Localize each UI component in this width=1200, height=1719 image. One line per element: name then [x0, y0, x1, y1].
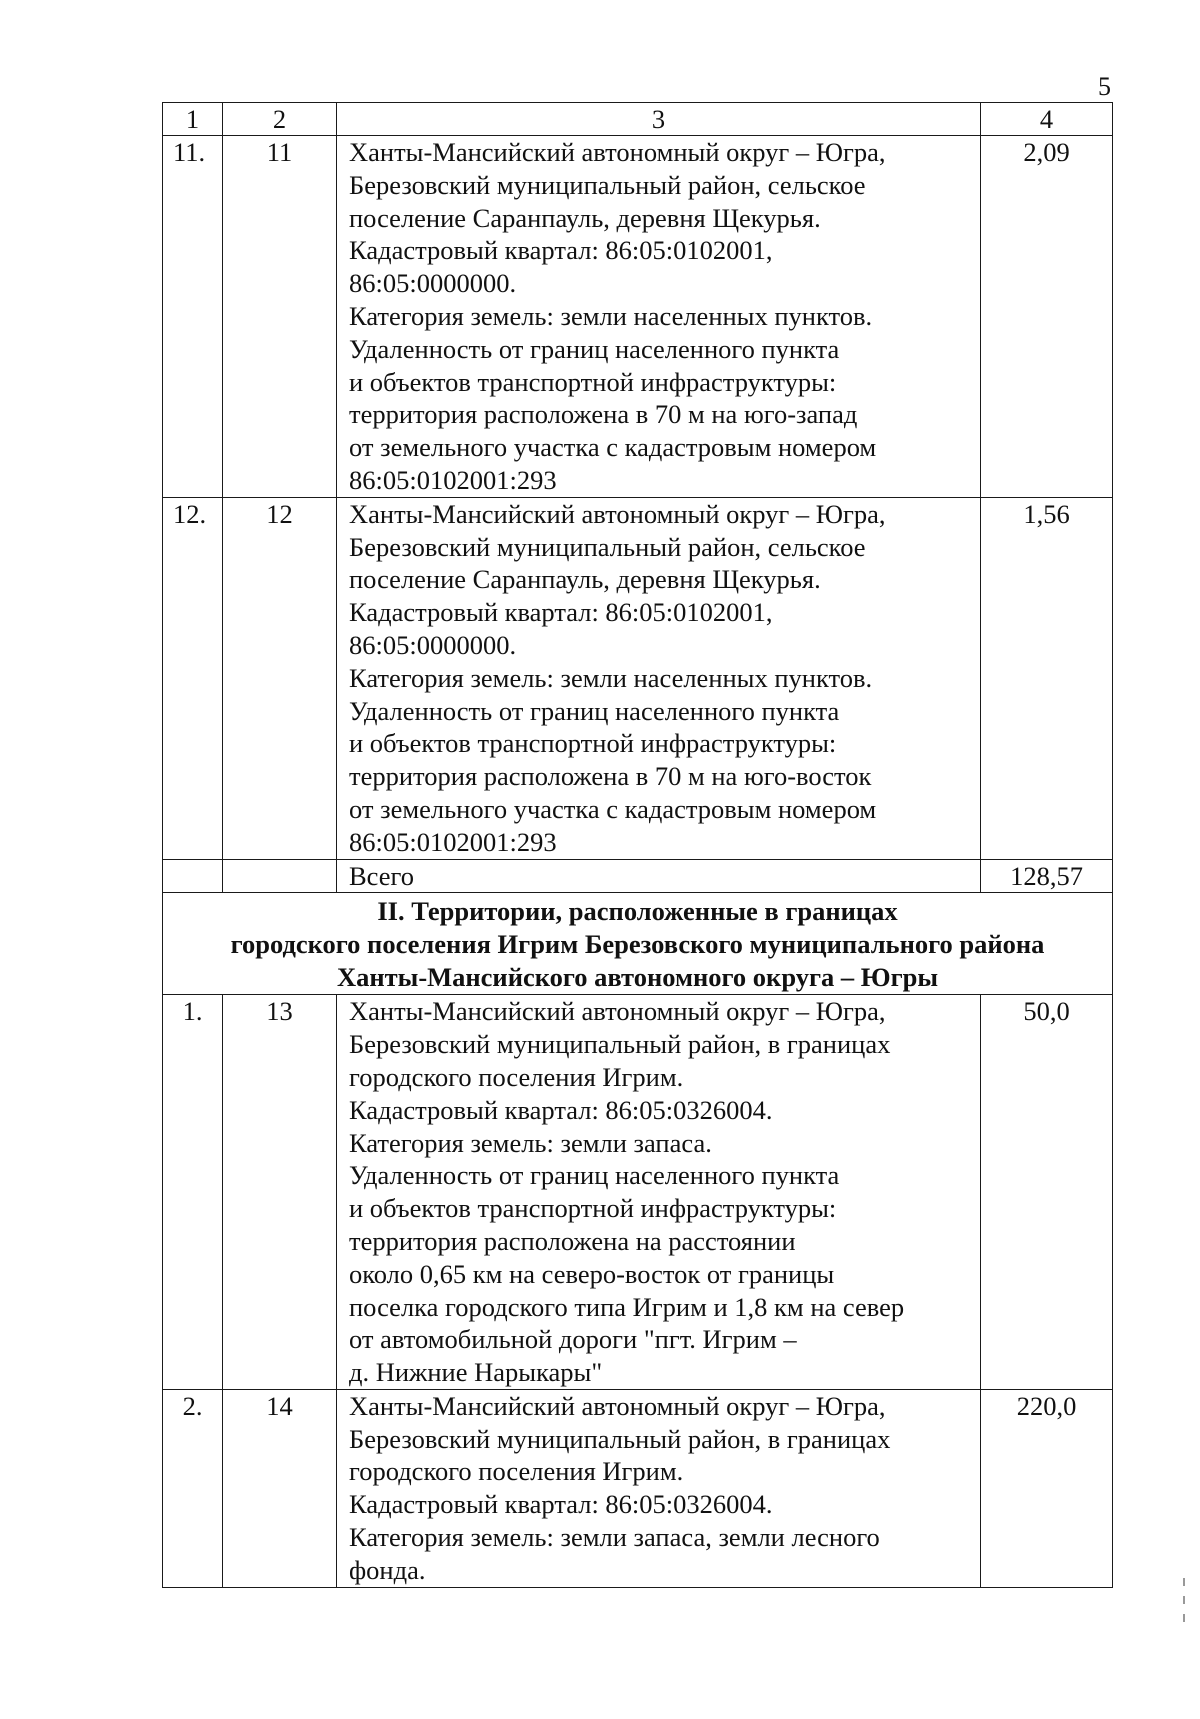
description-line: Ханты-Мансийский автономный округ – Югра, [349, 1390, 886, 1421]
land-plots-table [162, 102, 1113, 1588]
section-heading [163, 893, 1113, 995]
description-line: от автомобильной дороги "пгт. Игрим – [349, 1324, 797, 1355]
margin-marks [1183, 1578, 1185, 1634]
description-line: Удаленность от границ населенного пункта [349, 333, 840, 364]
row-number: 11. [163, 136, 223, 498]
description-line: Ханты-Мансийский автономный округ – Югра, [349, 996, 886, 1027]
row-id: 11 [223, 136, 337, 498]
page-number: 5 [1098, 72, 1111, 101]
description-line: Кадастровый квартал: 86:05:0326004. [349, 1094, 773, 1125]
description-line: 86:05:0102001:293 [349, 826, 557, 857]
header-cell-2: 2 [223, 103, 337, 136]
description-line: территория расположена в 70 м на юго-восток [349, 761, 872, 792]
total-row [163, 859, 1113, 893]
row-area: 220,0 [981, 1389, 1113, 1587]
description-line: 86:05:0000000. [349, 629, 517, 660]
description-line: Категория земель: земли запаса, земли лесного [349, 1522, 880, 1553]
row-id: 13 [223, 995, 337, 1390]
description-line: 86:05:0000000. [349, 268, 517, 299]
description-line: Ханты-Мансийский автономный округ – Югра, [349, 137, 886, 167]
description-line: и объектов транспортной инфраструктуры: [349, 1193, 837, 1224]
margin-mark [1183, 1578, 1185, 1586]
description-line: от земельного участка с кадастровым номером [349, 793, 877, 824]
description-line: поселение Саранпауль, деревня Щекурья. [349, 202, 821, 233]
description-line: Кадастровый квартал: 86:05:0326004. [349, 1489, 773, 1520]
description-line: территория расположена в 70 м на юго-запад [349, 399, 858, 430]
empty-cell [223, 859, 337, 893]
description-line: Березовский муниципальный район, в границах [349, 1029, 891, 1060]
row-number: 2. [163, 1389, 223, 1587]
section-heading-line: II. Территории, расположенные в границах [377, 896, 898, 927]
row-area: 1,56 [981, 497, 1113, 859]
row-description [337, 497, 981, 859]
row-area: 50,0 [981, 995, 1113, 1390]
table-row [163, 1389, 1113, 1587]
description-line: Категория земель: земли населенных пунктов. [349, 662, 873, 693]
description-line: поселение Саранпауль, деревня Щекурья. [349, 564, 821, 595]
table-row [163, 995, 1113, 1390]
description-line: фонда. [349, 1554, 426, 1585]
description-line: Удаленность от границ населенного пункта [349, 1160, 840, 1191]
description-line: от земельного участка с кадастровым номером [349, 432, 877, 463]
row-number: 12. [163, 497, 223, 859]
description-line: около 0,65 км на северо-восток от границы [349, 1258, 835, 1289]
margin-mark [1183, 1614, 1185, 1622]
section-heading-line: городского поселения Игрим Березовского муниципального района [230, 929, 1045, 960]
header-cell-1: 1 [163, 103, 223, 136]
row-area: 2,09 [981, 136, 1113, 498]
description-line: Березовский муниципальный район, сельское [349, 169, 866, 200]
description-line: и объектов транспортной инфраструктуры: [349, 366, 837, 397]
table-row [163, 136, 1113, 498]
description-line: Ханты-Мансийский автономный округ – Югра, [349, 498, 886, 529]
margin-mark [1183, 1596, 1185, 1604]
total-value: 128,57 [981, 859, 1113, 893]
row-description [337, 995, 981, 1390]
description-line: Удаленность от границ населенного пункта [349, 695, 840, 726]
description-line: Категория земель: земли населенных пунктов. [349, 300, 873, 331]
table-header-row [163, 103, 1113, 136]
row-id: 12 [223, 497, 337, 859]
row-id: 14 [223, 1389, 337, 1587]
description-line: Кадастровый квартал: 86:05:0102001, [349, 235, 773, 266]
description-line: д. Нижние Нарыкары" [349, 1357, 603, 1388]
header-cell-4: 4 [981, 103, 1113, 136]
description-line: территория расположена на расстоянии [349, 1225, 796, 1256]
description-line: поселка городского типа Игрим и 1,8 км на север [349, 1291, 905, 1322]
row-description [337, 136, 981, 498]
description-line: Березовский муниципальный район, в границах [349, 1423, 891, 1454]
row-number: 1. [163, 995, 223, 1390]
description-line: городского поселения Игрим. [349, 1061, 684, 1092]
description-line: 86:05:0102001:293 [349, 464, 557, 495]
total-label: Всего [337, 859, 981, 893]
row-description [337, 1389, 981, 1587]
description-line: и объектов транспортной инфраструктуры: [349, 728, 837, 759]
description-line: Кадастровый квартал: 86:05:0102001, [349, 597, 773, 628]
table-row [163, 497, 1113, 859]
description-line: городского поселения Игрим. [349, 1456, 684, 1487]
section-heading-line: Ханты-Мансийского автономного округа – Югры [336, 962, 939, 993]
description-line: Категория земель: земли запаса. [349, 1127, 712, 1158]
section-heading-row [163, 893, 1113, 995]
header-cell-3: 3 [337, 103, 981, 136]
empty-cell [163, 859, 223, 893]
description-line: Березовский муниципальный район, сельское [349, 531, 866, 562]
